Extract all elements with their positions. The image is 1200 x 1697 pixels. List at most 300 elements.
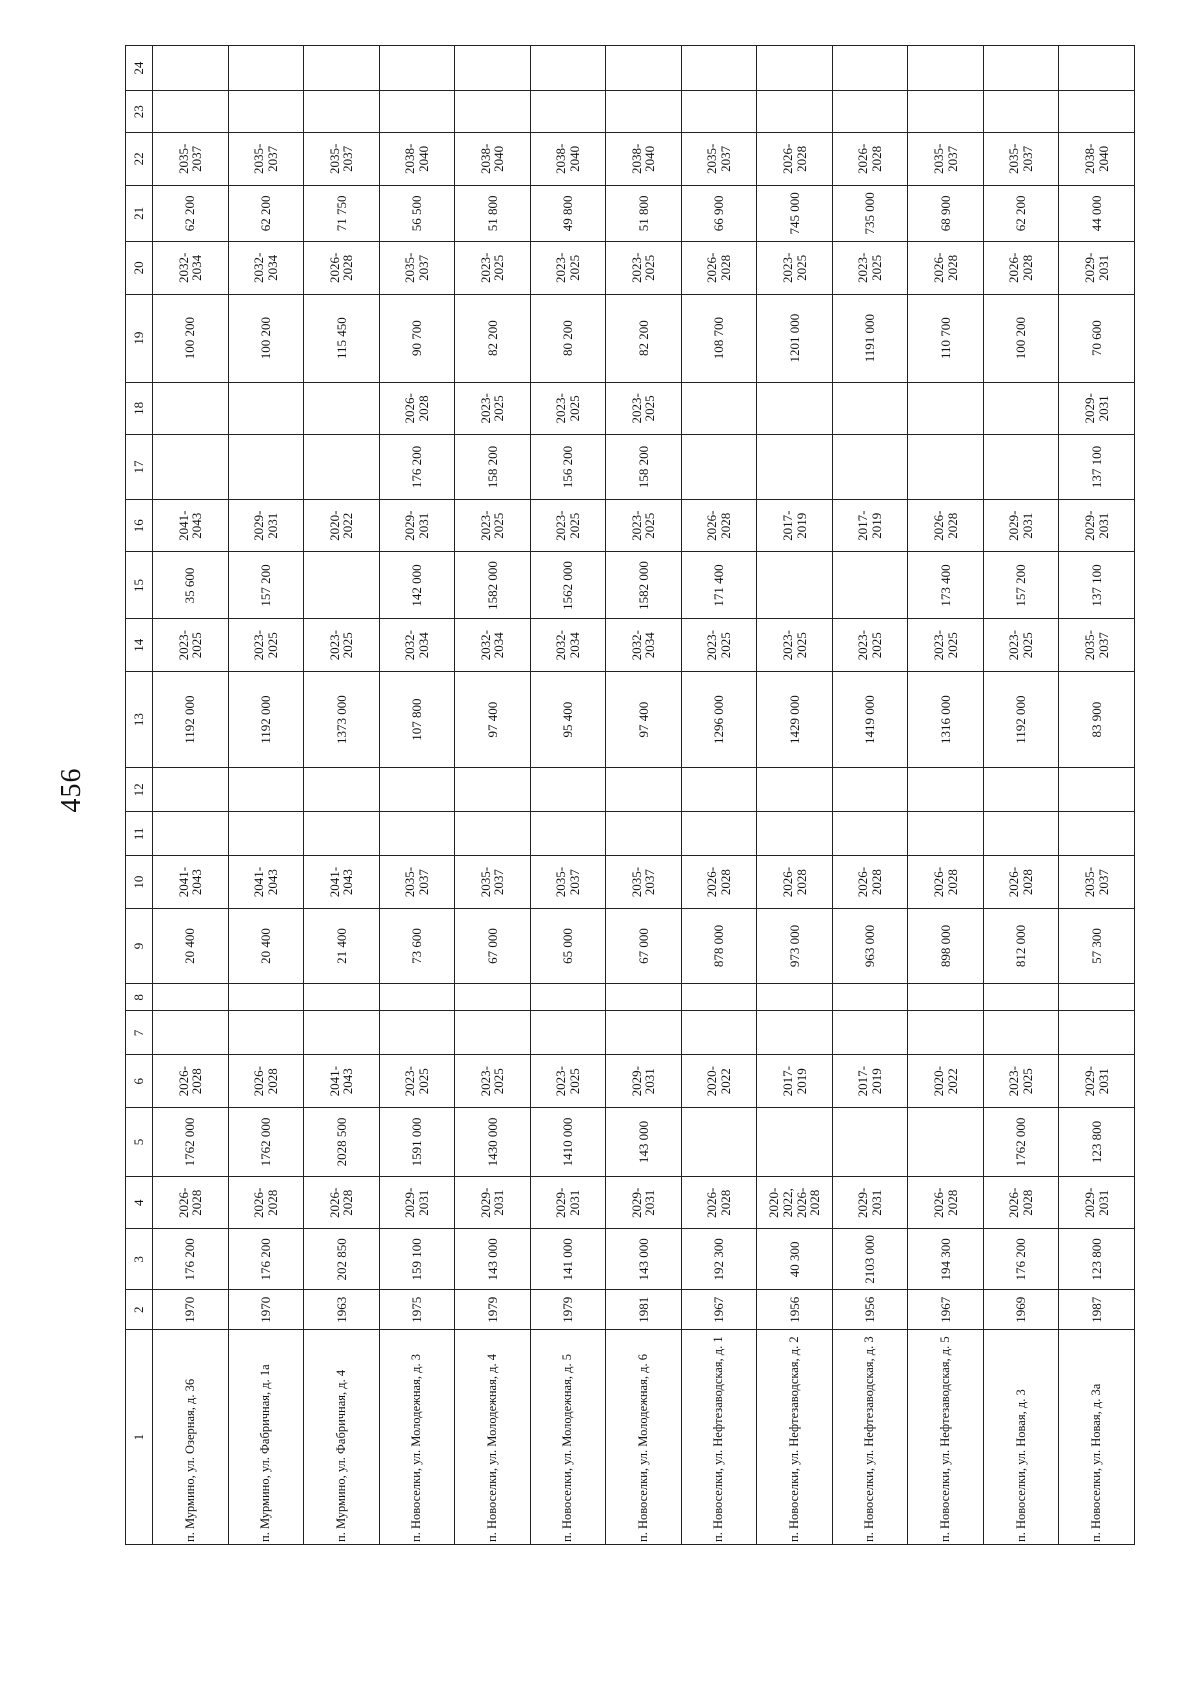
table-cell xyxy=(606,1011,682,1055)
table-cell: 2029-2031 xyxy=(1059,1055,1135,1107)
table-cell: 83 900 xyxy=(1059,671,1135,767)
table-cell: 2023-2025 xyxy=(153,619,229,671)
table-cell xyxy=(908,1011,984,1055)
table-cell: 2035-2037 xyxy=(455,856,531,908)
table-cell: 1192 000 xyxy=(228,671,304,767)
table-cell xyxy=(757,552,833,619)
table-cell xyxy=(228,382,304,434)
table-cell: 90 700 xyxy=(379,294,455,382)
table-cell xyxy=(304,46,380,91)
table-cell xyxy=(228,91,304,133)
rotated-table-frame xyxy=(125,45,1135,1545)
table-cell: 2035-2037 xyxy=(379,242,455,294)
table-cell: 71 750 xyxy=(304,185,380,242)
address-cell: п. Новоселки, ул. Нефтезаводская, д. 5 xyxy=(908,1330,984,1545)
table-cell: 2023-2025 xyxy=(983,619,1059,671)
table-cell: 2041-2043 xyxy=(153,856,229,908)
table-cell: 2026-2028 xyxy=(908,1177,984,1229)
table-cell: 1762 000 xyxy=(153,1107,229,1176)
column-header-1: 1 xyxy=(126,1330,153,1545)
address-cell: п. Новоселки, ул. Молодежная, д. 3 xyxy=(379,1330,455,1545)
table-cell: 2035-2037 xyxy=(228,133,304,185)
table-cell: 1201 000 xyxy=(757,294,833,382)
table-cell: 157 200 xyxy=(228,552,304,619)
address-cell: п. Новоселки, ул. Молодежная, д. 6 xyxy=(606,1330,682,1545)
table-cell: 2041-2043 xyxy=(304,856,380,908)
table-cell: 2023-2025 xyxy=(983,1055,1059,1107)
table-cell xyxy=(832,46,908,91)
table-cell: 137 100 xyxy=(1059,435,1135,500)
table-cell xyxy=(228,1011,304,1055)
table-cell xyxy=(153,984,229,1011)
table-cell: 2035-2037 xyxy=(304,133,380,185)
table-cell: 66 900 xyxy=(681,185,757,242)
table-row xyxy=(455,46,531,1545)
table-cell xyxy=(908,91,984,133)
table-cell: 110 700 xyxy=(908,294,984,382)
table-cell: 2026-2028 xyxy=(681,1177,757,1229)
table-cell: 812 000 xyxy=(983,908,1059,983)
table-cell xyxy=(379,768,455,812)
table-cell: 2032-2034 xyxy=(455,619,531,671)
table-cell xyxy=(530,1011,606,1055)
table-cell xyxy=(1059,46,1135,91)
address-cell: п. Мурмино, ул. Фабричная, д. 1а xyxy=(228,1330,304,1545)
table-cell: 2032-2034 xyxy=(228,242,304,294)
column-header-12: 12 xyxy=(126,768,153,812)
address-cell: п. Новоселки, ул. Новая, д. 3а xyxy=(1059,1330,1135,1545)
table-row xyxy=(908,46,984,1545)
table-cell: 2038-2040 xyxy=(455,133,531,185)
table-cell xyxy=(606,46,682,91)
table-cell: 1981 xyxy=(606,1290,682,1330)
table-cell xyxy=(908,46,984,91)
table-cell: 2029-2031 xyxy=(832,1177,908,1229)
table-cell xyxy=(228,768,304,812)
table-cell: 2035-2037 xyxy=(908,133,984,185)
table-cell: 1191 000 xyxy=(832,294,908,382)
table-cell xyxy=(455,768,531,812)
table-cell: 2029-2031 xyxy=(379,500,455,552)
table-cell: 107 800 xyxy=(379,671,455,767)
table-cell xyxy=(832,768,908,812)
address-cell: п. Новоселки, ул. Нефтезаводская, д. 1 xyxy=(681,1330,757,1545)
table-cell: 159 100 xyxy=(379,1229,455,1290)
table-cell: 2029-2031 xyxy=(1059,242,1135,294)
table-cell xyxy=(757,812,833,856)
table-cell: 2020-2022, 2026-2028 xyxy=(757,1177,833,1229)
table-cell: 2020-2022 xyxy=(304,500,380,552)
table-cell: 1956 xyxy=(757,1290,833,1330)
table-cell: 1762 000 xyxy=(228,1107,304,1176)
table-cell: 2035-2037 xyxy=(606,856,682,908)
table-cell: 1562 000 xyxy=(530,552,606,619)
table-cell: 1316 000 xyxy=(908,671,984,767)
table-cell: 1373 000 xyxy=(304,671,380,767)
table-cell xyxy=(908,984,984,1011)
table-cell: 1970 xyxy=(153,1290,229,1330)
table-cell: 2026-2028 xyxy=(983,242,1059,294)
table-cell: 1582 000 xyxy=(455,552,531,619)
table-cell: 51 800 xyxy=(455,185,531,242)
table-cell xyxy=(379,91,455,133)
table-cell: 82 200 xyxy=(606,294,682,382)
table-cell xyxy=(228,812,304,856)
table-cell: 2029-2031 xyxy=(983,500,1059,552)
table-cell: 141 000 xyxy=(530,1229,606,1290)
table-cell: 2023-2025 xyxy=(606,500,682,552)
header-row xyxy=(126,46,153,1545)
table-cell: 2035-2037 xyxy=(379,856,455,908)
table-cell: 2023-2025 xyxy=(832,619,908,671)
table-cell: 143 000 xyxy=(606,1229,682,1290)
table-cell: 115 450 xyxy=(304,294,380,382)
table-cell xyxy=(153,91,229,133)
table-cell xyxy=(681,46,757,91)
table-cell: 2029-2031 xyxy=(530,1177,606,1229)
table-cell: 2023-2025 xyxy=(530,382,606,434)
table-cell: 40 300 xyxy=(757,1229,833,1290)
table-cell: 2035-2037 xyxy=(530,856,606,908)
table-cell: 2038-2040 xyxy=(606,133,682,185)
table-cell: 1987 xyxy=(1059,1290,1135,1330)
table-cell xyxy=(228,435,304,500)
table-cell xyxy=(832,984,908,1011)
table-cell: 2029-2031 xyxy=(228,500,304,552)
table-cell xyxy=(379,812,455,856)
table-cell xyxy=(379,1011,455,1055)
table-cell: 2028 500 xyxy=(304,1107,380,1176)
table-cell xyxy=(908,382,984,434)
table-cell xyxy=(304,1011,380,1055)
table-cell: 100 200 xyxy=(983,294,1059,382)
table-cell xyxy=(304,435,380,500)
column-header-15: 15 xyxy=(126,552,153,619)
table-cell xyxy=(757,768,833,812)
table-cell: 2026-2028 xyxy=(908,500,984,552)
table-cell: 2026-2028 xyxy=(153,1055,229,1107)
column-header-5: 5 xyxy=(126,1107,153,1176)
column-header-24: 24 xyxy=(126,46,153,91)
table-cell: 123 800 xyxy=(1059,1229,1135,1290)
table-cell: 898 000 xyxy=(908,908,984,983)
table-cell xyxy=(304,91,380,133)
table-cell: 2035-2037 xyxy=(681,133,757,185)
table-cell: 62 200 xyxy=(153,185,229,242)
table-cell: 963 000 xyxy=(832,908,908,983)
table-cell xyxy=(832,1011,908,1055)
table-cell: 2041-2043 xyxy=(153,500,229,552)
table-cell xyxy=(681,812,757,856)
table-cell xyxy=(530,984,606,1011)
column-header-23: 23 xyxy=(126,91,153,133)
table-cell: 62 200 xyxy=(228,185,304,242)
table-cell: 2026-2028 xyxy=(681,242,757,294)
table-cell xyxy=(153,46,229,91)
table-cell xyxy=(983,984,1059,1011)
table-cell: 1979 xyxy=(530,1290,606,1330)
table-cell: 1419 000 xyxy=(832,671,908,767)
table-cell xyxy=(832,812,908,856)
table-cell: 2032-2034 xyxy=(606,619,682,671)
table-cell: 176 200 xyxy=(983,1229,1059,1290)
table-cell: 2026-2028 xyxy=(908,856,984,908)
table-cell xyxy=(832,1107,908,1176)
table-cell: 1429 000 xyxy=(757,671,833,767)
address-cell: п. Мурмино, ул. Фабричная, д. 4 xyxy=(304,1330,380,1545)
table-cell: 176 200 xyxy=(153,1229,229,1290)
table-cell: 1975 xyxy=(379,1290,455,1330)
table-cell xyxy=(983,435,1059,500)
address-cell: п. Новоселки, ул. Нефтезаводская, д. 2 xyxy=(757,1330,833,1545)
table-cell: 2041-2043 xyxy=(228,856,304,908)
column-header-14: 14 xyxy=(126,619,153,671)
table-cell xyxy=(379,46,455,91)
table-cell xyxy=(908,812,984,856)
table-row xyxy=(681,46,757,1545)
table-cell: 44 000 xyxy=(1059,185,1135,242)
table-cell xyxy=(1059,91,1135,133)
table-cell xyxy=(908,768,984,812)
table-cell: 2023-2025 xyxy=(606,242,682,294)
table-cell xyxy=(908,1107,984,1176)
table-cell xyxy=(606,768,682,812)
column-header-18: 18 xyxy=(126,382,153,434)
table-cell: 1963 xyxy=(304,1290,380,1330)
table-cell: 2103 000 xyxy=(832,1229,908,1290)
table-cell: 157 200 xyxy=(983,552,1059,619)
table-cell: 192 300 xyxy=(681,1229,757,1290)
table-cell: 137 100 xyxy=(1059,552,1135,619)
column-header-20: 20 xyxy=(126,242,153,294)
table-cell: 2035-2037 xyxy=(1059,856,1135,908)
table-cell: 2032-2034 xyxy=(530,619,606,671)
table-cell xyxy=(606,812,682,856)
table-cell: 2026-2028 xyxy=(832,856,908,908)
table-cell: 2029-2031 xyxy=(455,1177,531,1229)
table-cell: 202 850 xyxy=(304,1229,380,1290)
column-header-8: 8 xyxy=(126,984,153,1011)
column-header-11: 11 xyxy=(126,812,153,856)
table-cell: 2029-2031 xyxy=(1059,500,1135,552)
table-row xyxy=(304,46,380,1545)
table-cell: 2023-2025 xyxy=(455,500,531,552)
address-cell: п. Новоселки, ул. Новая, д. 3 xyxy=(983,1330,1059,1545)
table-cell: 1967 xyxy=(681,1290,757,1330)
table-cell: 2026-2028 xyxy=(228,1177,304,1229)
table-cell xyxy=(983,46,1059,91)
table-cell: 2026-2028 xyxy=(228,1055,304,1107)
table-cell: 2026-2028 xyxy=(681,856,757,908)
table-cell: 56 500 xyxy=(379,185,455,242)
table-cell: 21 400 xyxy=(304,908,380,983)
column-header-17: 17 xyxy=(126,435,153,500)
table-cell xyxy=(530,768,606,812)
table-cell: 70 600 xyxy=(1059,294,1135,382)
table-cell xyxy=(1059,812,1135,856)
table-cell: 20 400 xyxy=(228,908,304,983)
table-cell xyxy=(832,382,908,434)
table-cell xyxy=(304,768,380,812)
table-cell xyxy=(530,91,606,133)
table-cell: 1430 000 xyxy=(455,1107,531,1176)
table-cell xyxy=(455,46,531,91)
table-cell xyxy=(832,552,908,619)
data-table xyxy=(125,45,1135,1545)
table-cell xyxy=(228,984,304,1011)
table-cell xyxy=(304,382,380,434)
table-cell: 2035-2037 xyxy=(153,133,229,185)
table-cell xyxy=(153,435,229,500)
address-cell: п. Новоселки, ул. Молодежная, д. 5 xyxy=(530,1330,606,1545)
column-header-22: 22 xyxy=(126,133,153,185)
table-cell: 2023-2025 xyxy=(379,1055,455,1107)
column-header-10: 10 xyxy=(126,856,153,908)
table-cell xyxy=(304,552,380,619)
table-cell: 171 400 xyxy=(681,552,757,619)
table-cell: 97 400 xyxy=(606,671,682,767)
table-cell: 2023-2025 xyxy=(455,242,531,294)
table-cell: 143 000 xyxy=(455,1229,531,1290)
table-cell xyxy=(908,435,984,500)
table-row xyxy=(530,46,606,1545)
table-cell: 2038-2040 xyxy=(379,133,455,185)
column-header-19: 19 xyxy=(126,294,153,382)
table-row xyxy=(757,46,833,1545)
table-cell xyxy=(681,435,757,500)
table-cell: 1582 000 xyxy=(606,552,682,619)
table-cell: 2029-2031 xyxy=(1059,1177,1135,1229)
table-cell xyxy=(832,91,908,133)
table-cell: 2023-2025 xyxy=(832,242,908,294)
table-cell xyxy=(681,382,757,434)
table-cell: 2029-2031 xyxy=(1059,382,1135,434)
table-cell xyxy=(455,812,531,856)
table-cell: 158 200 xyxy=(455,435,531,500)
table-cell xyxy=(530,812,606,856)
table-cell: 1296 000 xyxy=(681,671,757,767)
table-row xyxy=(153,46,229,1545)
table-cell: 2023-2025 xyxy=(530,1055,606,1107)
table-cell xyxy=(757,435,833,500)
table-cell xyxy=(983,812,1059,856)
table-cell xyxy=(1059,984,1135,1011)
column-header-16: 16 xyxy=(126,500,153,552)
table-cell: 100 200 xyxy=(228,294,304,382)
table-row xyxy=(606,46,682,1545)
table-cell: 2017-2019 xyxy=(832,1055,908,1107)
table-cell xyxy=(1059,768,1135,812)
column-header-9: 9 xyxy=(126,908,153,983)
column-header-4: 4 xyxy=(126,1177,153,1229)
table-cell: 80 200 xyxy=(530,294,606,382)
table-row xyxy=(379,46,455,1545)
table-cell: 2041-2043 xyxy=(304,1055,380,1107)
table-cell xyxy=(606,984,682,1011)
table-cell xyxy=(681,984,757,1011)
table-cell: 176 200 xyxy=(379,435,455,500)
table-cell: 2023-2025 xyxy=(455,1055,531,1107)
address-cell: п. Мурмино, ул. Озерная, д. 36 xyxy=(153,1330,229,1545)
table-cell: 194 300 xyxy=(908,1229,984,1290)
table-cell: 2032-2034 xyxy=(153,242,229,294)
table-cell: 97 400 xyxy=(455,671,531,767)
column-header-2: 2 xyxy=(126,1290,153,1330)
table-cell: 68 900 xyxy=(908,185,984,242)
table-cell: 2026-2028 xyxy=(681,500,757,552)
table-cell: 2023-2025 xyxy=(455,382,531,434)
table-cell: 2020-2022 xyxy=(681,1055,757,1107)
table-cell: 2023-2025 xyxy=(304,619,380,671)
table-cell: 1591 000 xyxy=(379,1107,455,1176)
table-cell: 67 000 xyxy=(455,908,531,983)
table-row xyxy=(983,46,1059,1545)
table-cell xyxy=(455,91,531,133)
table-cell: 123 800 xyxy=(1059,1107,1135,1176)
table-cell xyxy=(983,382,1059,434)
table-cell: 20 400 xyxy=(153,908,229,983)
table-cell: 57 300 xyxy=(1059,908,1135,983)
table-cell: 73 600 xyxy=(379,908,455,983)
table-cell: 100 200 xyxy=(153,294,229,382)
table-cell: 156 200 xyxy=(530,435,606,500)
table-cell: 2026-2028 xyxy=(304,242,380,294)
table-cell: 2017-2019 xyxy=(757,500,833,552)
table-cell: 95 400 xyxy=(530,671,606,767)
table-cell: 2026-2028 xyxy=(304,1177,380,1229)
table-cell: 158 200 xyxy=(606,435,682,500)
table-cell: 878 000 xyxy=(681,908,757,983)
table-cell xyxy=(757,984,833,1011)
table-cell: 176 200 xyxy=(228,1229,304,1290)
table-cell: 2029-2031 xyxy=(606,1055,682,1107)
table-cell: 2023-2025 xyxy=(530,242,606,294)
table-cell: 2023-2025 xyxy=(606,382,682,434)
table-cell: 49 800 xyxy=(530,185,606,242)
table-cell: 2035-2037 xyxy=(1059,619,1135,671)
table-cell xyxy=(681,1107,757,1176)
table-cell xyxy=(757,46,833,91)
table-cell: 2032-2034 xyxy=(379,619,455,671)
table-cell: 1967 xyxy=(908,1290,984,1330)
table-cell: 2020-2022 xyxy=(908,1055,984,1107)
table-cell xyxy=(983,1011,1059,1055)
table-row xyxy=(1059,46,1135,1545)
table-cell: 65 000 xyxy=(530,908,606,983)
table-cell: 173 400 xyxy=(908,552,984,619)
table-cell: 2038-2040 xyxy=(530,133,606,185)
table-cell xyxy=(153,768,229,812)
table-cell: 143 000 xyxy=(606,1107,682,1176)
table-cell: 745 000 xyxy=(757,185,833,242)
table-cell xyxy=(228,46,304,91)
table-cell: 1969 xyxy=(983,1290,1059,1330)
table-cell: 735 000 xyxy=(832,185,908,242)
table-cell xyxy=(983,91,1059,133)
table-cell xyxy=(379,984,455,1011)
table-cell: 2026-2028 xyxy=(757,133,833,185)
table-cell xyxy=(530,46,606,91)
table-cell xyxy=(304,984,380,1011)
table-cell: 973 000 xyxy=(757,908,833,983)
table-cell: 1192 000 xyxy=(153,671,229,767)
table-cell xyxy=(153,1011,229,1055)
table-cell: 1192 000 xyxy=(983,671,1059,767)
table-cell: 2026-2028 xyxy=(983,1177,1059,1229)
table-cell xyxy=(757,91,833,133)
table-cell: 1956 xyxy=(832,1290,908,1330)
column-header-13: 13 xyxy=(126,671,153,767)
